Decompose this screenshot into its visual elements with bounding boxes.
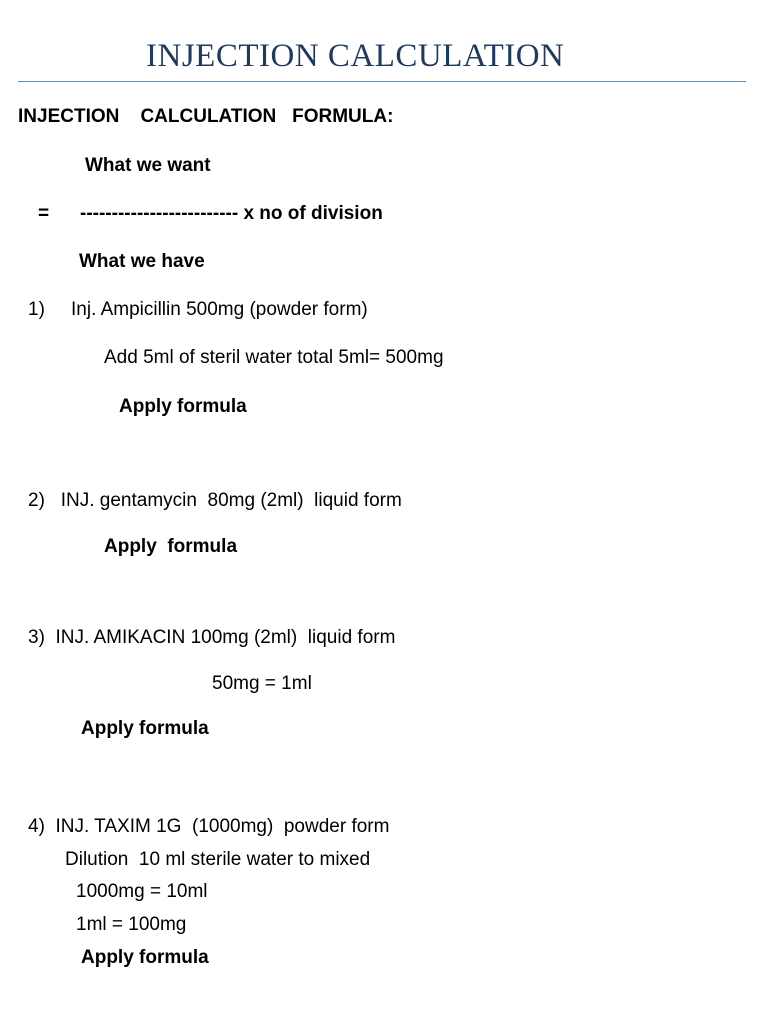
item-3-apply-formula: Apply formula <box>81 718 209 739</box>
item-1-detail: Add 5ml of steril water total 5ml= 500mg <box>104 347 444 368</box>
item-4-detail-ratio: 1000mg = 10ml <box>76 881 208 902</box>
formula-equals: = <box>38 203 50 224</box>
formula-numerator: What we want <box>85 155 211 176</box>
item-1-apply-formula: Apply formula <box>119 396 247 417</box>
formula-denominator: What we have <box>79 251 205 272</box>
item-1-heading: Inj. Ampicillin 500mg (powder form) <box>71 299 368 320</box>
item-4-detail-dilution: Dilution 10 ml sterile water to mixed <box>65 849 371 870</box>
item-1-number: 1) <box>28 299 45 320</box>
item-2-heading: 2) INJ. gentamycin 80mg (2ml) liquid form <box>28 490 402 511</box>
item-2-apply-formula: Apply formula <box>104 536 238 557</box>
item-3-heading: 3) INJ. AMIKACIN 100mg (2ml) liquid form <box>28 627 396 648</box>
item-4-heading: 4) INJ. TAXIM 1G (1000mg) powder form <box>28 816 390 837</box>
formula-fraction-line: ------------------------- x no of division <box>80 203 383 224</box>
item-4-detail-per-ml: 1ml = 100mg <box>76 914 187 935</box>
formula-heading: INJECTION CALCULATION FORMULA: <box>18 106 394 127</box>
page-title: INJECTION CALCULATION <box>146 38 565 74</box>
title-divider <box>18 81 746 82</box>
item-3-detail: 50mg = 1ml <box>212 673 312 694</box>
item-4-apply-formula: Apply formula <box>81 947 209 968</box>
